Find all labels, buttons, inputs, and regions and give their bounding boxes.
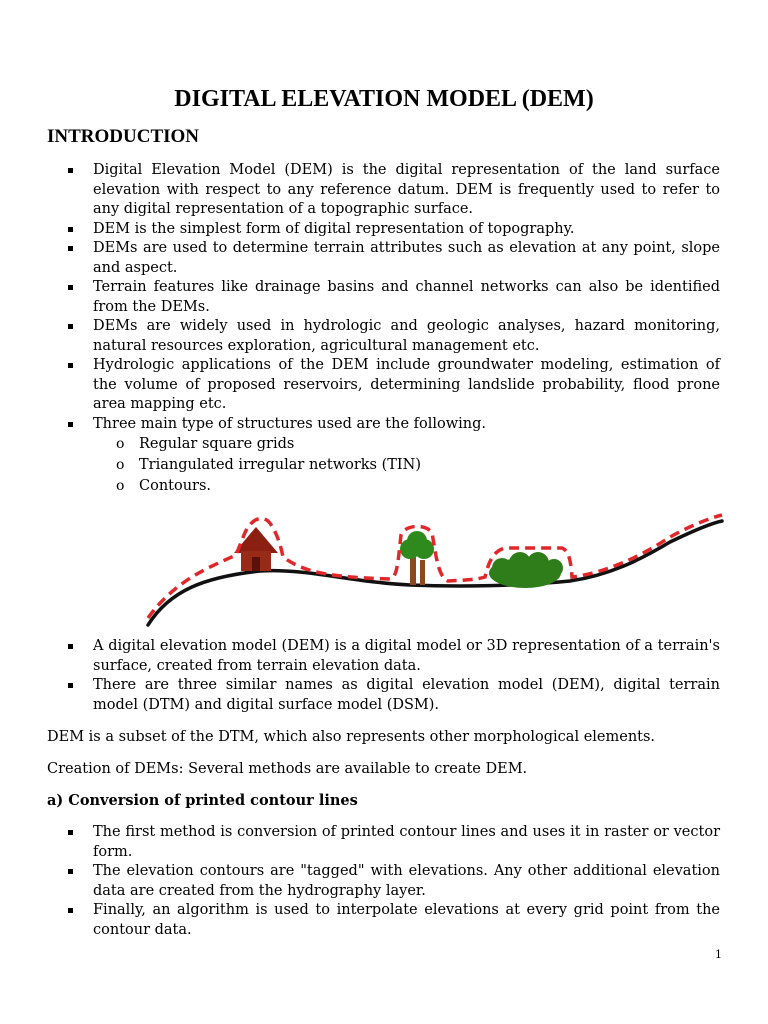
sub-bullet-marker: o <box>116 478 125 494</box>
structure-type-list <box>93 434 720 497</box>
bullet-marker <box>68 683 73 688</box>
sub-bullet-marker: o <box>116 457 125 473</box>
shrub-icon <box>489 552 563 588</box>
method-a-bullet-list <box>47 823 720 940</box>
document-title: DIGITAL ELEVATION MODEL (DEM) <box>174 86 594 112</box>
sub-bullet-marker: o <box>116 436 125 452</box>
terrain-line <box>148 521 722 625</box>
list-item <box>47 862 720 901</box>
dem-subset-paragraph: DEM is a subset of the DTM, which also represents other morphological elements. <box>47 729 656 745</box>
bullet-marker <box>68 285 73 290</box>
list-item <box>47 239 720 278</box>
list-item-text: DEMs are widely used in hydrologic and geologic analyses, hazard monitoring, natural resources exploration, agricultural management etc. <box>93 318 720 354</box>
bullet-marker <box>68 422 73 427</box>
list-item <box>47 676 720 715</box>
section-heading-introduction: INTRODUCTION <box>47 126 200 147</box>
sub-list-item-text: Regular square grids <box>139 436 295 452</box>
sub-list-item <box>93 476 720 497</box>
list-item-text: DEMs are used to determine terrain attributes such as elevation at any point, slope and aspect. <box>93 240 720 276</box>
bullet-marker <box>68 246 73 251</box>
house-icon <box>234 527 278 571</box>
bullet-marker <box>68 363 73 368</box>
list-item-text: The first method is conversion of printed contour lines and uses it in raster or vector form. <box>93 824 720 860</box>
bullet-marker <box>68 908 73 913</box>
list-item-text: Digital Elevation Model (DEM) is the digital representation of the land surface elevation with respect to any reference datum. DEM is frequently used to refer to any digital representation of a topographic surface. <box>93 162 720 217</box>
list-item-text: DEM is the simplest form of digital representation of topography. <box>93 220 575 237</box>
page-number: 1 <box>715 948 722 961</box>
sub-list-item-text: Triangulated irregular networks (TIN) <box>139 457 422 473</box>
list-item-text: Finally, an algorithm is used to interpolate elevations at every grid point from the contour data. <box>93 902 720 938</box>
bullet-marker <box>68 324 73 329</box>
list-item <box>47 823 720 862</box>
list-item <box>47 415 720 498</box>
bullet-marker <box>68 227 73 232</box>
sub-list-item <box>93 434 720 455</box>
creation-paragraph: Creation of DEMs: Several methods are available to create DEM. <box>47 761 528 777</box>
list-item-text: There are three similar names as digital elevation model (DEM), digital terrain model (DTM) and digital surface model (DSM). <box>93 677 720 713</box>
list-item <box>47 317 720 356</box>
dem-bullet-list <box>47 637 720 715</box>
list-item <box>47 161 720 220</box>
bullet-marker <box>68 168 73 173</box>
tree-icon <box>400 531 434 585</box>
terrain-surface-figure <box>140 505 725 630</box>
method-a-heading: a) Conversion of printed contour lines <box>47 792 358 809</box>
list-item <box>47 901 720 940</box>
list-item <box>47 637 720 676</box>
list-item <box>47 220 720 240</box>
list-item-text: Terrain features like drainage basins and channel networks can also be identified from the DEMs. <box>93 279 720 315</box>
list-item-text: The elevation contours are "tagged" with elevations. Any other additional elevation data are created from the hydrography layer. <box>93 863 720 899</box>
bullet-marker <box>68 830 73 835</box>
intro-bullet-list <box>47 161 720 497</box>
list-item <box>47 278 720 317</box>
list-item-text: Three main type of structures used are the following. <box>93 415 487 432</box>
list-item <box>47 356 720 415</box>
surface-line <box>148 515 722 618</box>
bullet-marker <box>68 644 73 649</box>
list-item-text: Hydrologic applications of the DEM include groundwater modeling, estimation of the volume of proposed reservoirs, determining landslide probability, flood prone area mapping etc. <box>93 357 720 412</box>
sub-list-item-text: Contours. <box>139 478 212 494</box>
sub-list-item <box>93 455 720 476</box>
bullet-marker <box>68 869 73 874</box>
list-item-text: A digital elevation model (DEM) is a digital model or 3D representation of a terrain's surface, created from terrain elevation data. <box>93 638 720 674</box>
